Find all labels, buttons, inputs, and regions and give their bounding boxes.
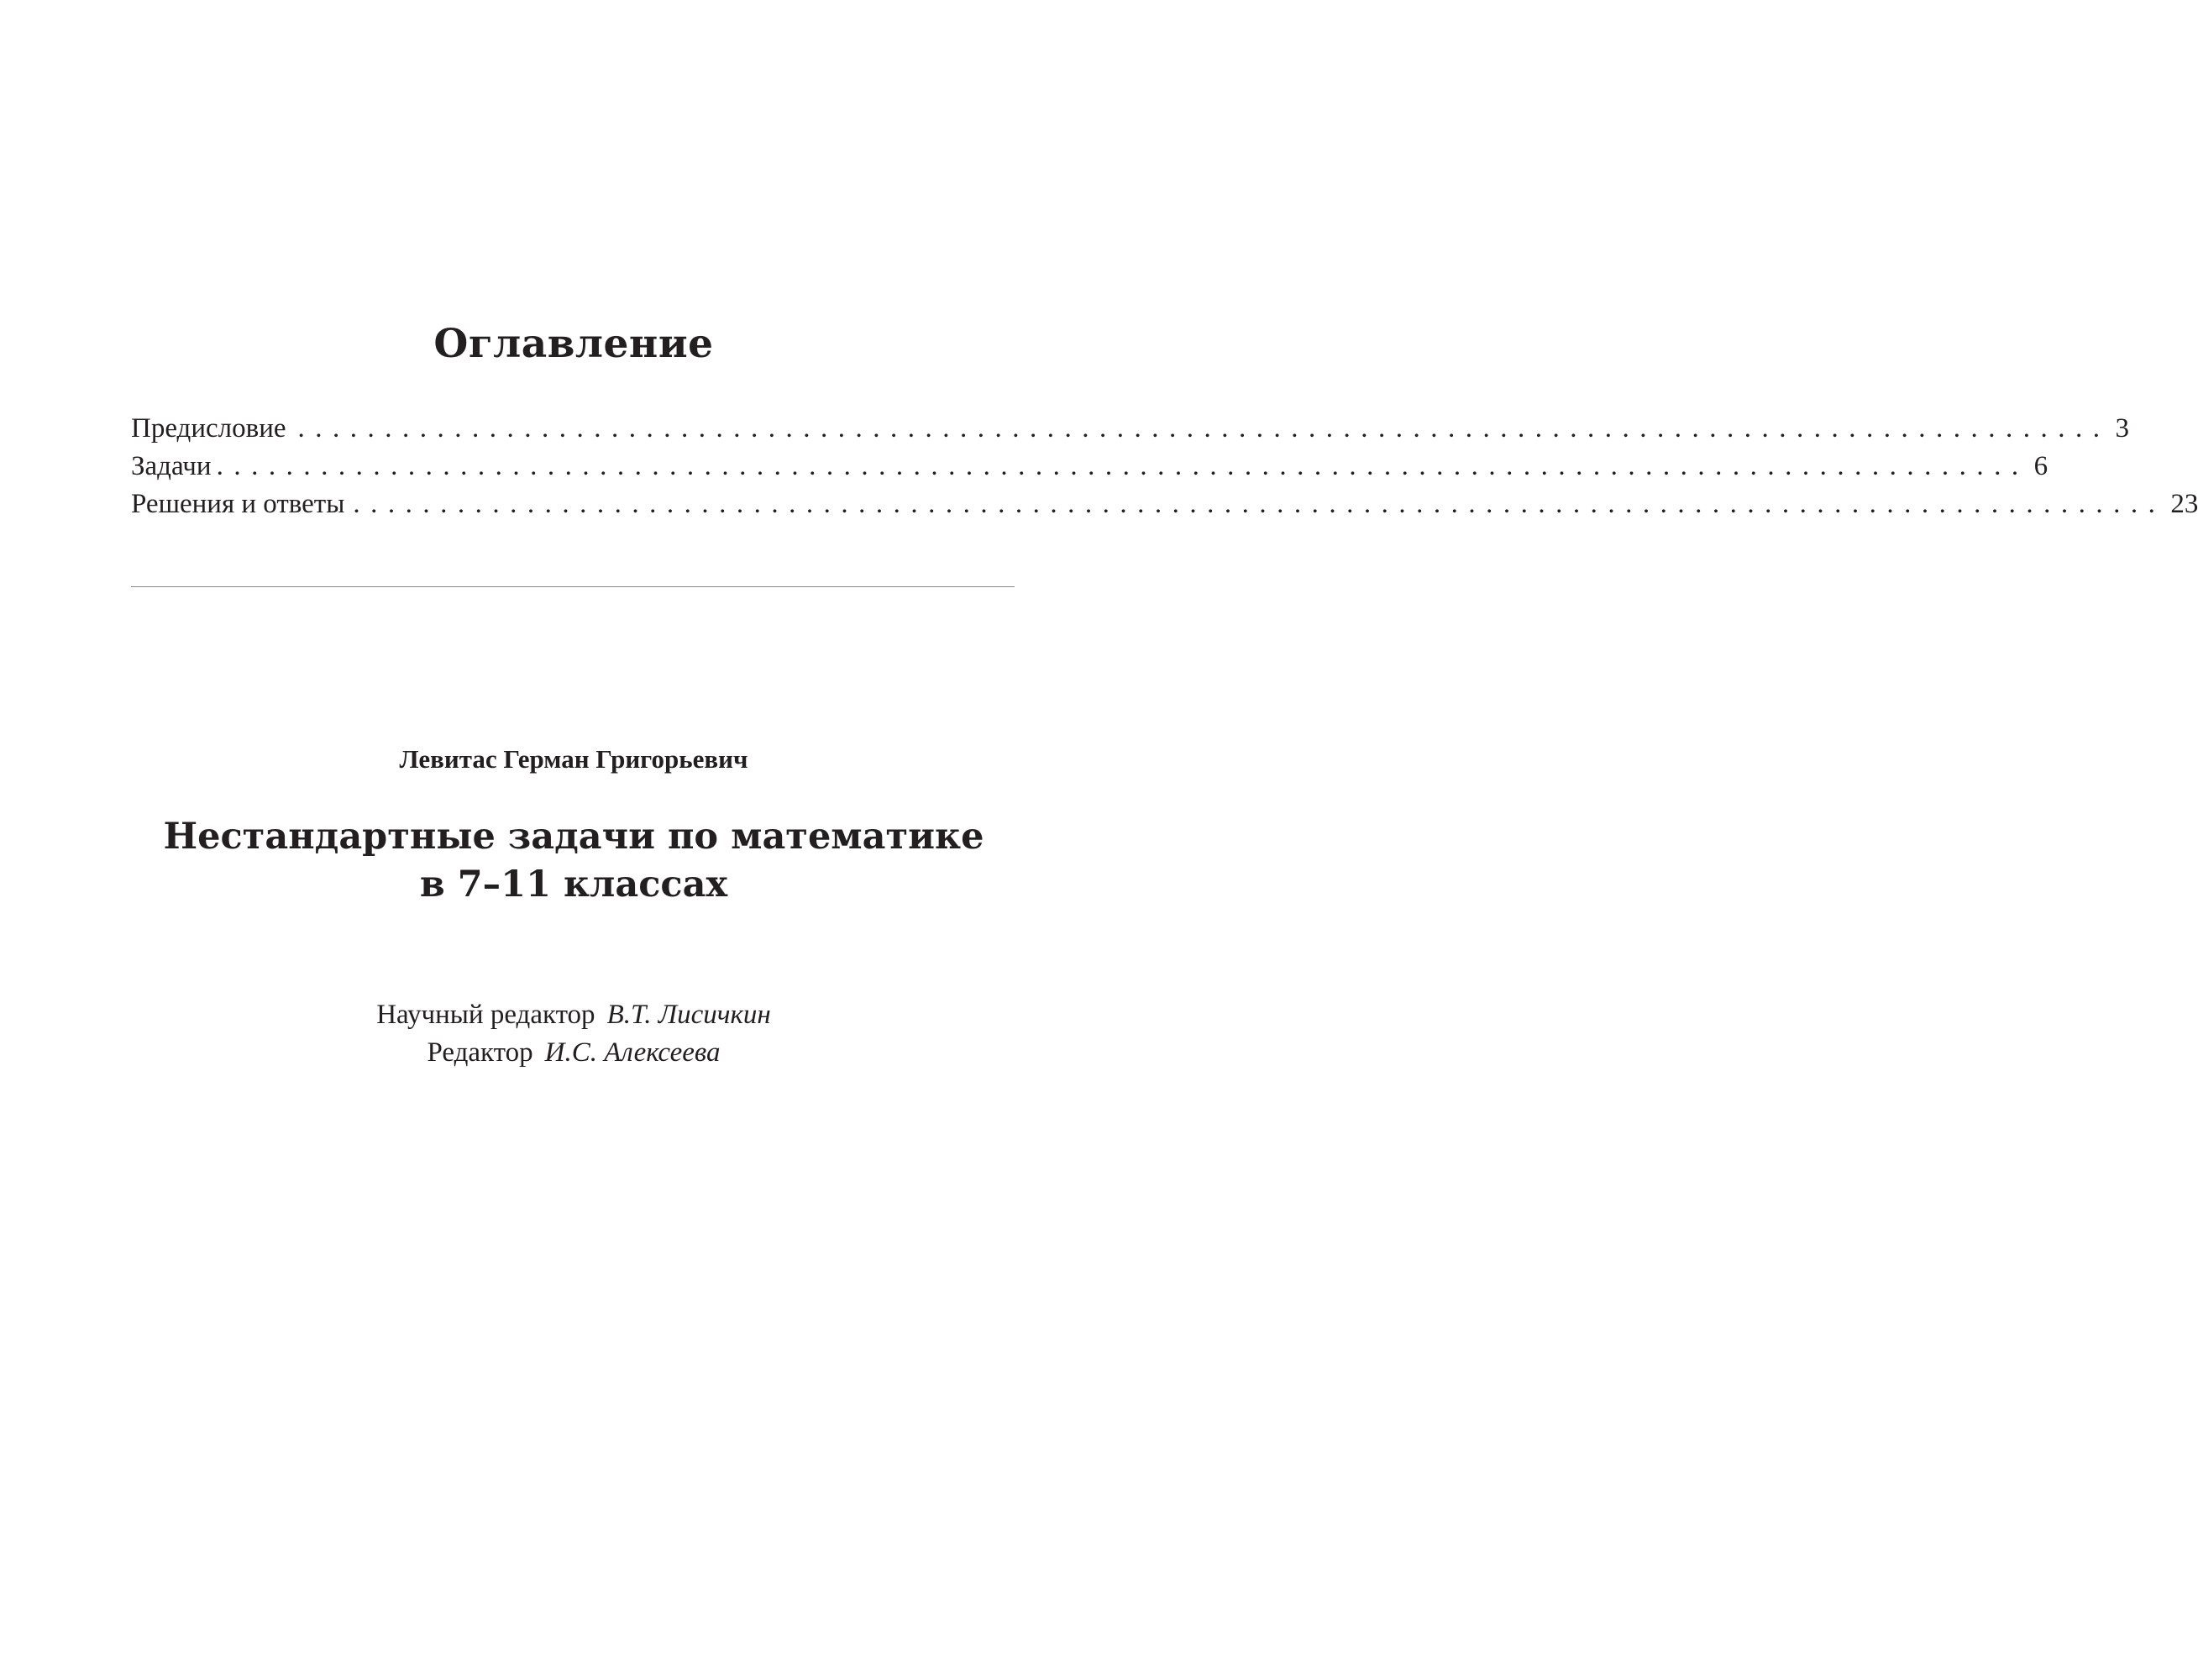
toc-leader-dots: ........................................................................................................ bbox=[216, 451, 2029, 481]
toc-heading: Оглавление bbox=[433, 321, 714, 367]
toc-item bbox=[131, 448, 2048, 486]
toc-item-label: Предисловие bbox=[131, 413, 286, 444]
toc-leader-dots: ........................................................................................................ bbox=[297, 413, 2111, 444]
toc-item-label: Задачи bbox=[131, 451, 212, 481]
toc-item bbox=[131, 486, 2198, 523]
toc-list bbox=[131, 410, 2198, 523]
book-title-line-2: в 7–11 классах bbox=[419, 864, 728, 906]
editor-label: Редактор bbox=[427, 1037, 533, 1068]
book-title-line-1: Нестандартные задачи по математике bbox=[163, 816, 984, 858]
editor-name: И.С. Алексеева bbox=[544, 1037, 721, 1068]
science-editor-name: В.Т. Лисичкин bbox=[606, 1000, 771, 1030]
science-editor-credit bbox=[0, 996, 1147, 1034]
book-title bbox=[0, 813, 1147, 909]
editor-credits bbox=[0, 996, 1147, 1072]
toc-item-page: 3 bbox=[2115, 413, 2129, 444]
toc-item-label: Решения и ответы bbox=[131, 489, 345, 519]
science-editor-label: Научный редактор bbox=[376, 1000, 595, 1030]
toc-item-page: 23 bbox=[2170, 489, 2198, 519]
section-divider bbox=[131, 586, 1015, 587]
toc-item-page: 6 bbox=[2033, 451, 2048, 481]
toc-leader-dots: ........................................................................................................ bbox=[353, 489, 2166, 519]
author-name: Левитас Герман Григорьевич bbox=[399, 744, 748, 774]
editor-credit bbox=[0, 1034, 1147, 1072]
toc-item bbox=[131, 410, 2129, 448]
